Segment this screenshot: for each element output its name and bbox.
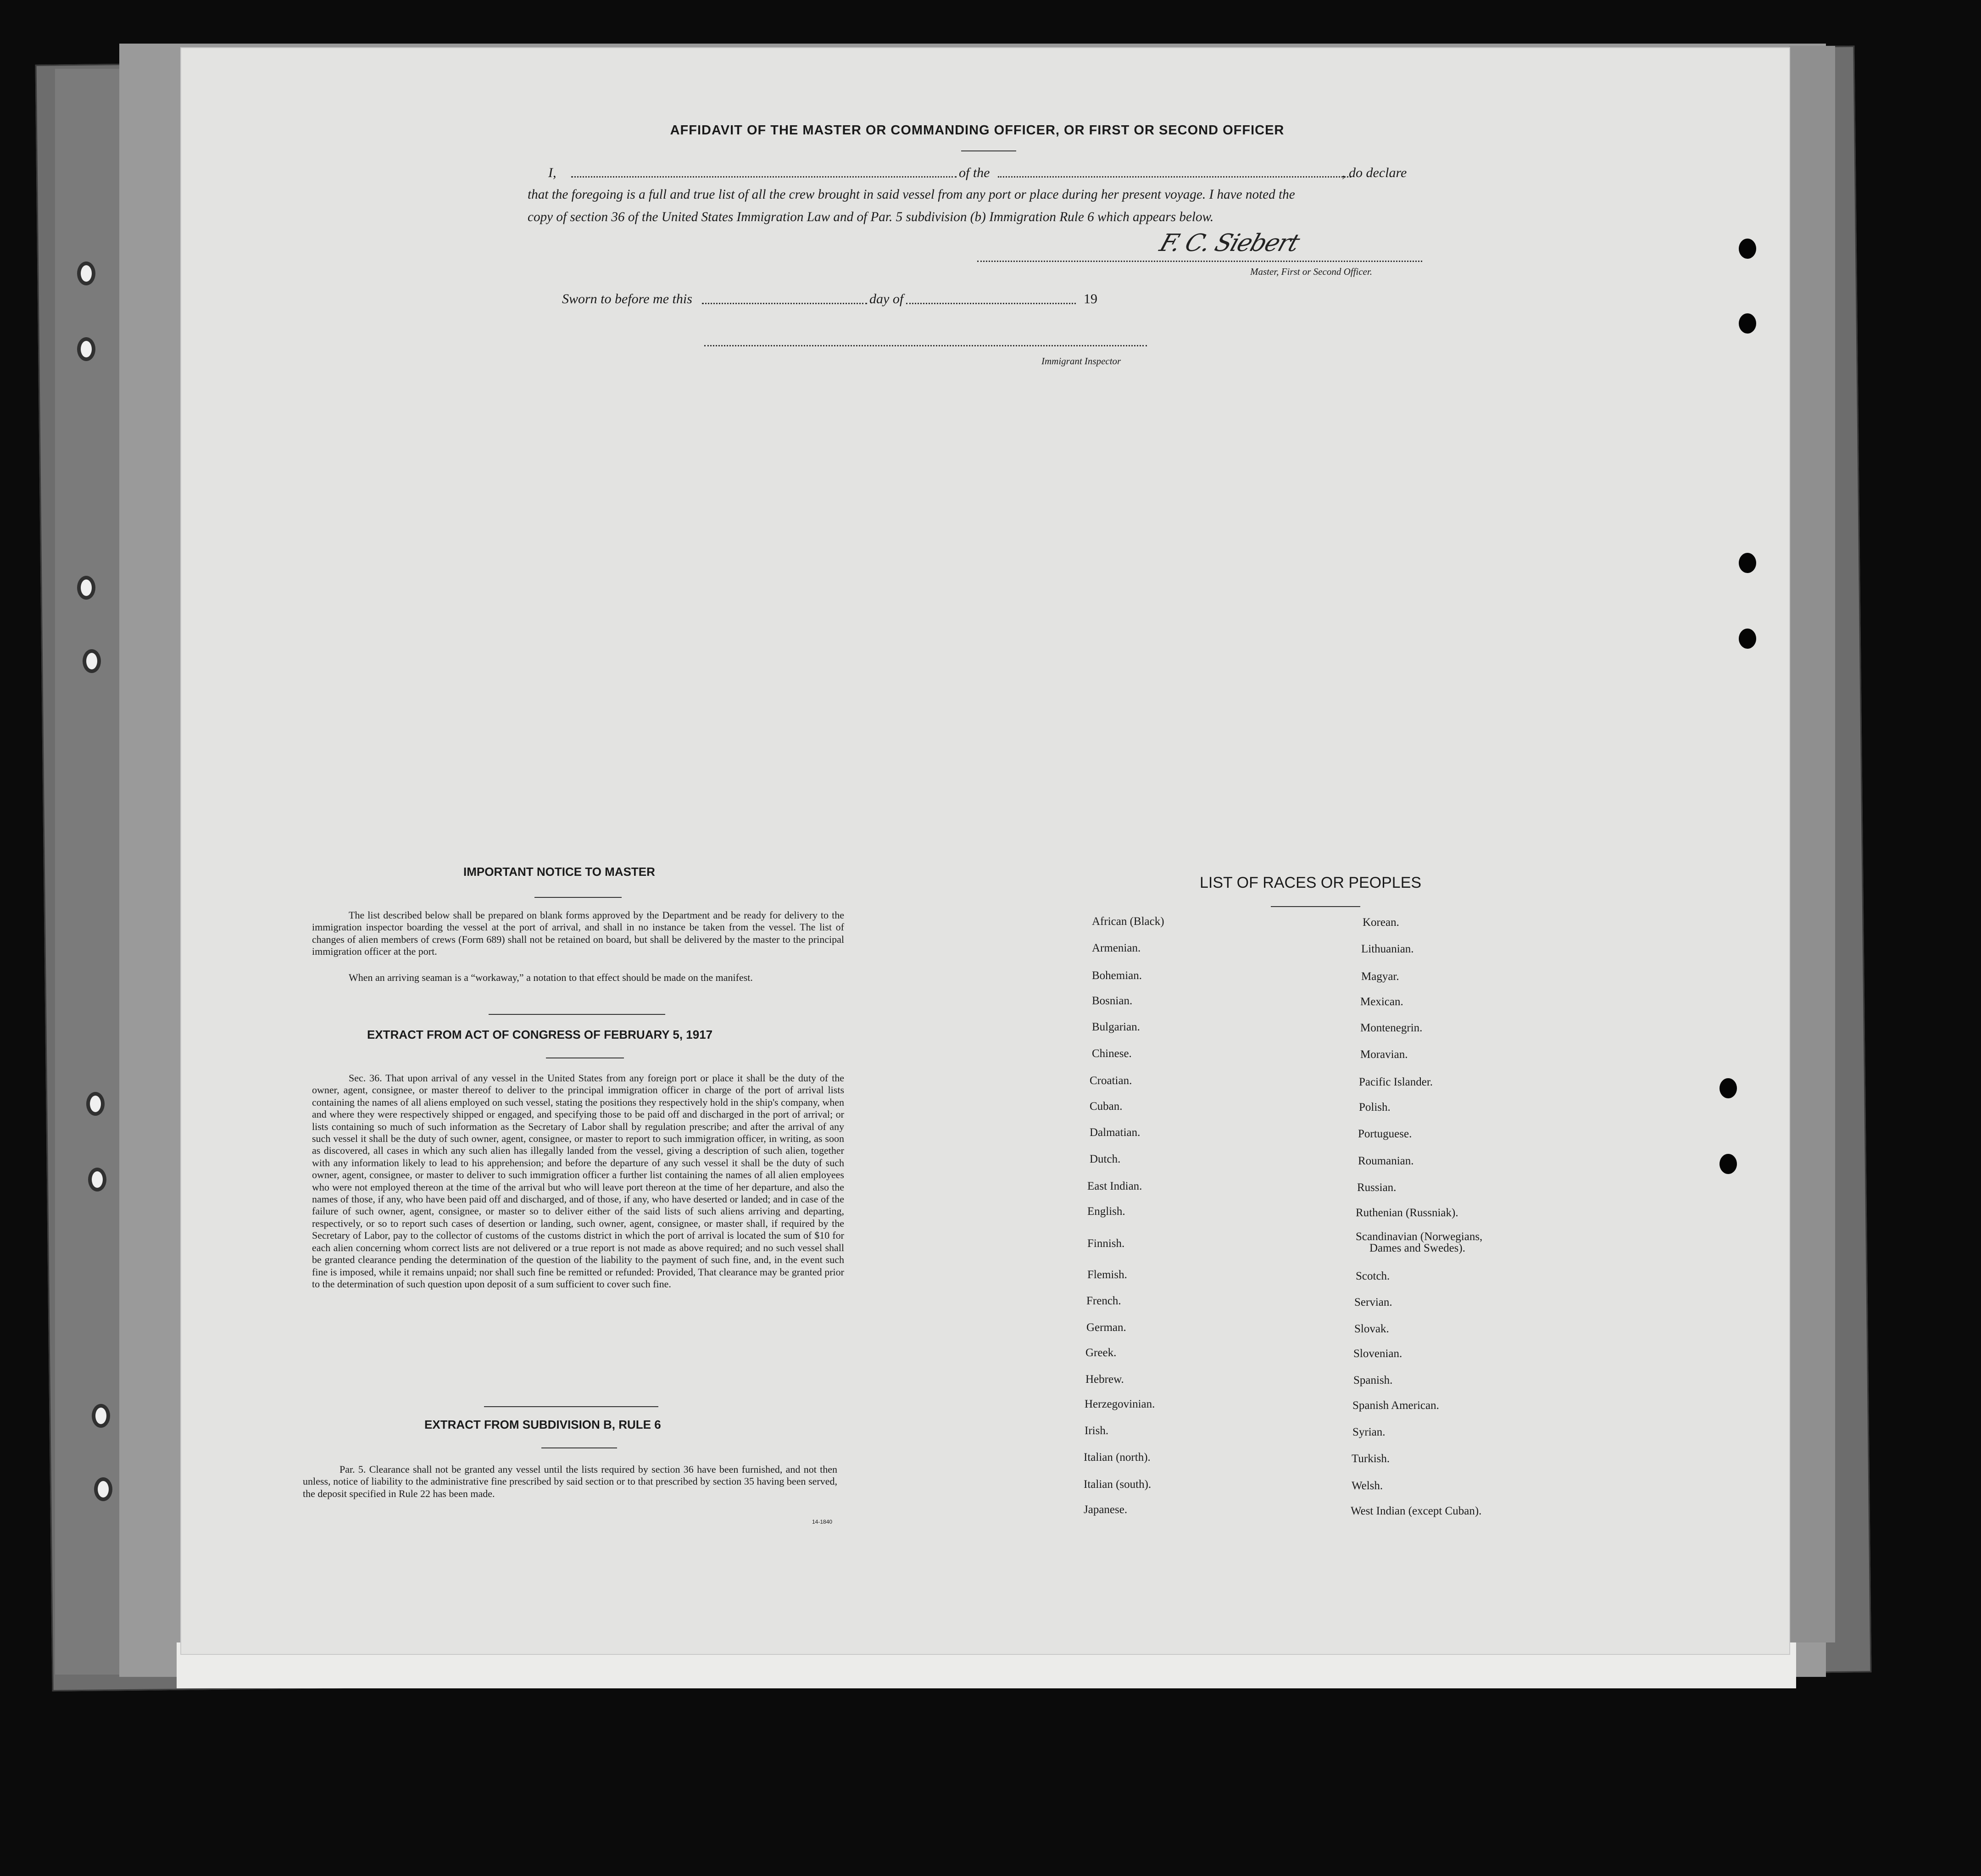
races-divider (1271, 906, 1360, 907)
document-page (181, 48, 1789, 1654)
extract-act-title: EXTRACT FROM ACT OF CONGRESS OF FEBRUARY 5, 1917 (367, 1028, 713, 1041)
affidavit-line-2: that the foregoing is a full and true list of all the crew brought in said vessel from any port or place during her present voyage. I have noted the (528, 187, 1295, 202)
race-item: Bosnian. (1092, 995, 1133, 1007)
extract-rule-title: EXTRACT FROM SUBDIVISION B, RULE 6 (424, 1418, 661, 1431)
race-item: Portuguese. (1358, 1128, 1412, 1140)
race-item: Chinese. (1092, 1047, 1132, 1060)
race-item: Italian (south). (1084, 1478, 1152, 1491)
race-item: Armenian. (1092, 942, 1141, 954)
title-divider (961, 150, 1016, 151)
race-item: Dutch. (1090, 1153, 1121, 1165)
signature-caption: Master, First or Second Officer. (1250, 266, 1372, 277)
vessel-name-field[interactable] (998, 176, 1351, 178)
notice-title: IMPORTANT NOTICE TO MASTER (463, 865, 655, 879)
affidavit-line-3: copy of section 36 of the United States Immigration Law and of Par. 5 subdivision (b) Immigration Rule 6 which appears below. (528, 210, 1214, 224)
race-item: French. (1086, 1295, 1121, 1307)
race-item: Polish. (1359, 1101, 1391, 1113)
race-item: Servian. (1354, 1296, 1392, 1308)
race-item: African (Black) (1092, 915, 1164, 928)
notice-paragraph-1: The list described below shall be prepared on blank forms approved by the Department and be ready for delivery to the immigration inspector boarding the vessel at the port of arrival, and shall in no instance be taken from the vessel. The list of changes of alien members of crews (Form 689) shall not be retained on board, but shall be delivered by the master to the principal immigration officer at the port. (312, 909, 844, 957)
section-36-text: Sec. 36. That upon arrival of any vessel in the United States from any foreign port or place it shall be the duty of the owner, agent, consignee, or master thereof to deliver to the principal immigration officer in charge of the port of arrival lists containing the names of all aliens employed on such vessel, stating the positions they respectively hold in the ship's company, when and where they were respectively shipped or engaged, and specifying those to be paid off and discharged in the port of arrival; or lists containing so much of such information as the Secretary of Labor shall by regulation prescribe; and after the arrival of any such vessel it shall be the duty of such owner, agent, consignee, or master to report to such immigration officer, in writing, as soon as discovered, all cases in which any such alien has illegally landed from the vessel, giving a description of such alien, together with any information likely to lead to his apprehension; and before the departure of any such vessel it shall be the duty of such owner, agent, consignee, or master to deliver to such immigration officer a further list containing the names of all alien employees who were not employed thereon at the time of the arrival but who will leave port thereon at the time of her departure, and also the names of those, if any, who have been paid off and discharged, and of those, if any, who have deserted or landed; and in case of the failure of such owner, agent, consignee, or master so to deliver either of the said lists of such aliens arriving and departing, respectively, or so to report such cases of desertion or landing, such owner, agent, consignee, or master shall, if required by the Secretary of Labor, pay to the collector of customs of the customs district in which the port of arrival is located the sum of $10 for each alien concerning whom correct lists are not delivered or a true report is not made as above required; and no such vessel shall be granted clearance pending the determination of the question of the liability to the payment of such fine, and, in the event such fine is imposed, while it remains unpaid; nor shall such fine be remitted or refunded: Provided, That clearance may be granted prior to the determination of such question upon deposit of a sum sufficient to cover such fine. (312, 1072, 844, 1290)
race-item: Ruthenian (Russniak). (1356, 1207, 1458, 1219)
race-item: Spanish. (1353, 1374, 1393, 1386)
signature-line[interactable] (977, 261, 1422, 262)
sworn-day-field[interactable] (702, 303, 867, 304)
race-item: Magyar. (1361, 970, 1399, 983)
master-signature: F. C. Siebert (1156, 229, 1302, 257)
race-item: Bulgarian. (1092, 1021, 1140, 1033)
punch-hole-icon (77, 262, 95, 285)
race-item: Japanese. (1084, 1503, 1128, 1516)
affidavit-i-label: I, (548, 165, 556, 180)
race-item: Greek. (1085, 1347, 1117, 1359)
race-item: Bohemian. (1092, 969, 1142, 982)
punch-hole-icon (88, 1168, 106, 1191)
race-item: Slovenian. (1353, 1347, 1402, 1360)
race-item: Scotch. (1356, 1270, 1390, 1282)
race-item: Welsh. (1352, 1480, 1383, 1492)
race-item: Korean. (1363, 916, 1399, 929)
race-item: Turkish. (1352, 1453, 1390, 1465)
races-title: LIST OF RACES OR PEOPLES (1200, 874, 1422, 891)
race-item: Russian. (1357, 1181, 1397, 1194)
race-item: Spanish American. (1352, 1399, 1439, 1412)
affidavit-declare-label: , do declare (1342, 165, 1407, 180)
form-number: 14-1840 (812, 1519, 833, 1525)
inspector-caption: Immigrant Inspector (1041, 356, 1121, 367)
notice-paragraph-2: When an arriving seaman is a “workaway,” a notation to that effect should be made on the manifest. (349, 972, 753, 983)
race-item: Mexican. (1360, 996, 1403, 1008)
race-item: Herzegovinian. (1085, 1398, 1155, 1410)
race-item: Montenegrin. (1360, 1022, 1423, 1034)
race-item: German. (1086, 1321, 1126, 1334)
punch-hole-icon (86, 1092, 105, 1116)
extract-rule-divider (541, 1447, 617, 1448)
race-item: Finnish. (1087, 1237, 1125, 1250)
race-item: Italian (north). (1084, 1451, 1151, 1464)
race-item: Lithuanian. (1361, 943, 1414, 955)
race-item: Pacific Islander. (1359, 1076, 1433, 1088)
race-item: Cuban. (1090, 1100, 1123, 1113)
race-item: Scandinavian (Norwegians, (1356, 1230, 1483, 1243)
binder-hole-icon (1719, 1078, 1737, 1098)
binder-hole-icon (1739, 313, 1756, 334)
notice-divider (534, 897, 622, 898)
affidavit-of-the-label: of the (959, 165, 990, 180)
punch-hole-icon (92, 1404, 110, 1428)
race-item: Dalmatian. (1090, 1126, 1141, 1139)
race-item: Syrian. (1352, 1426, 1386, 1438)
inspector-signature-line[interactable] (704, 345, 1147, 346)
race-item: West Indian (except Cuban). (1351, 1505, 1482, 1517)
affidavit-title: AFFIDAVIT OF THE MASTER OR COMMANDING OFFICER, OR FIRST OR SECOND OFFICER (670, 123, 1285, 138)
binder-hole-icon (1739, 239, 1756, 259)
race-item: Croatian. (1090, 1074, 1132, 1087)
sworn-label: Sworn to before me this (562, 291, 692, 306)
race-item: Flemish. (1087, 1269, 1127, 1281)
punch-hole-icon (83, 649, 101, 673)
day-of-label: day of (869, 291, 904, 306)
race-item: Dames and Swedes). (1369, 1242, 1465, 1254)
race-item: East Indian. (1087, 1180, 1142, 1192)
binder-hole-icon (1739, 553, 1756, 573)
right-sheet-edge (1789, 46, 1835, 1642)
punch-hole-icon (77, 576, 95, 600)
master-name-field[interactable] (571, 176, 957, 178)
punch-hole-icon (77, 337, 95, 361)
race-item: Slovak. (1354, 1323, 1389, 1335)
race-item: Hebrew. (1085, 1373, 1124, 1386)
sworn-month-field[interactable] (906, 303, 1076, 304)
race-item: Moravian. (1360, 1048, 1408, 1061)
punch-hole-icon (94, 1477, 112, 1501)
race-item: Roumanian. (1358, 1155, 1414, 1167)
section-divider (489, 1014, 665, 1015)
binder-hole-icon (1719, 1154, 1737, 1174)
rule-6-text: Par. 5. Clearance shall not be granted any vessel until the lists required by section 36 have been furnished, and not then unless, notice of liability to the administrative fine prescribed by said section or to that prescribed by section 35 having been served, the deposit specified in Rule 22 has been made. (303, 1464, 837, 1499)
year-prefix: 19 (1084, 291, 1097, 306)
binder-hole-icon (1739, 629, 1756, 649)
race-item: Irish. (1085, 1425, 1109, 1437)
race-item: English. (1087, 1205, 1125, 1218)
section-divider (484, 1406, 658, 1407)
